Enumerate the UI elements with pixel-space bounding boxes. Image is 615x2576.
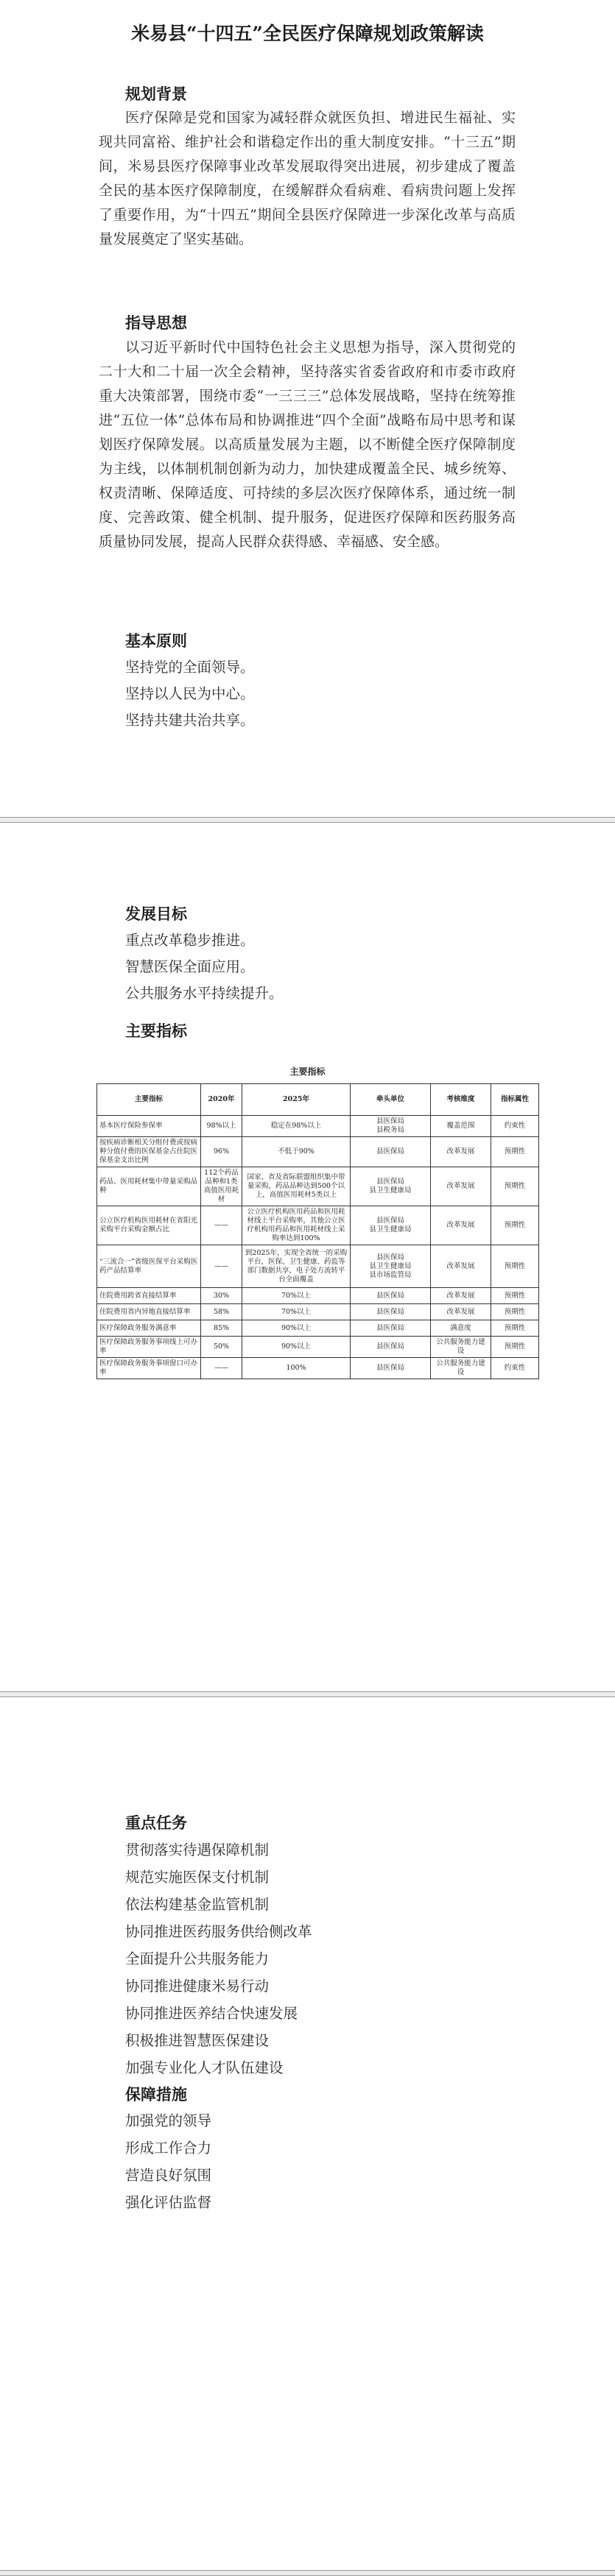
- task-item: 依法构建基金监管机制: [125, 1896, 270, 1913]
- table-cell: 预期性: [491, 1337, 539, 1358]
- table-cell: 100%: [242, 1358, 351, 1379]
- table-cell: 预期性: [491, 1304, 539, 1320]
- table-cell: 医疗保障政务服务事项线上可办率: [97, 1337, 201, 1358]
- task-item: 协同推进健康米易行动: [125, 1978, 270, 1995]
- task-item: 规范实施医保支付机制: [125, 1869, 270, 1886]
- header-attribute: 指标属性: [491, 1084, 539, 1116]
- table-cell: 预期性: [491, 1206, 539, 1245]
- table-cell: 改革发展: [431, 1288, 491, 1304]
- goal-item: 公共服务水平持续提升。: [125, 985, 284, 1002]
- header-2025: 2025年: [242, 1084, 351, 1116]
- table-row: [97, 1288, 539, 1304]
- table-cell: ——: [201, 1358, 242, 1379]
- table-cell: 县医保局: [351, 1337, 431, 1358]
- table-cell: 县医保局: [351, 1304, 431, 1320]
- table-cell: 县医保局: [351, 1137, 431, 1167]
- table-row: [97, 1167, 539, 1206]
- table-body: [97, 1116, 539, 1379]
- principle-item: 坚持党的全面领导。: [125, 659, 255, 676]
- table-cell: 改革发展: [431, 1167, 491, 1206]
- table-cell: 满意度: [431, 1320, 491, 1337]
- table-cell: 国家、省及省际联盟组织集中带量采购，药品品种达到500个以上，高值医用耗材5类以上: [242, 1167, 351, 1206]
- goal-item: 重点改革稳步推进。: [125, 932, 255, 949]
- table-cell: 公共服务能力建设: [431, 1358, 491, 1379]
- table-header-row: [97, 1084, 539, 1116]
- task-item: 贯彻落实待遇保障机制: [125, 1841, 270, 1858]
- header-2020: 2020年: [201, 1084, 242, 1116]
- task-item: 协同推进医养结合快速发展: [125, 2005, 298, 2022]
- measure-item: 强化评估监督: [125, 2194, 212, 2211]
- table-cell: 70%以上: [242, 1288, 351, 1304]
- goal-item: 智慧医保全面应用。: [125, 958, 255, 975]
- table-cell: 医疗保障政务服务满意率: [97, 1320, 201, 1337]
- table-row: [97, 1245, 539, 1288]
- table-cell: 医疗保障政务服务事项窗口可办率: [97, 1358, 201, 1379]
- table-cell: 县医保局 县卫生健康局: [351, 1167, 431, 1206]
- tasks-heading: 重点任务: [125, 1814, 187, 1832]
- table-cell: 预期性: [491, 1245, 539, 1288]
- principle-item: 坚持以人民为中心。: [125, 685, 255, 702]
- table-title: 主要指标: [289, 1066, 326, 1077]
- tasks-list: [125, 1836, 312, 2081]
- table-cell: 住院费用跨省直接结算率: [97, 1288, 201, 1304]
- table-row: [97, 1337, 539, 1358]
- page-divider: [0, 817, 615, 823]
- task-item: 加强专业化人才队伍建设: [125, 2059, 284, 2076]
- table-cell: 85%: [201, 1320, 242, 1337]
- header-indicator: 主要指标: [97, 1084, 201, 1116]
- task-item: 积极推进智慧医保建设: [125, 2032, 270, 2049]
- table-cell: 70%以上: [242, 1304, 351, 1320]
- measure-item: 营造良好氛围: [125, 2167, 212, 2184]
- table-cell: 县医保局: [351, 1320, 431, 1337]
- table-cell: 预期性: [491, 1288, 539, 1304]
- table-row: [97, 1304, 539, 1320]
- task-item: 协同推进医药服务供给侧改革: [125, 1923, 312, 1940]
- background-paragraph: 医疗保障是党和国家为减轻群众就医负担、增进民生福祉、实现共同富裕、维护社会和谐稳定作出的重大制度安排。“十三五”期间，米易县医疗保障事业改革发展取得突出进展，初步建成了覆盖全民的基本医疗保障制度，在缓解群众看病难、看病贵问题上发挥了重要作用，为“十四五”期间全县医疗保障进一步深化改革与高质量发展奠定了坚实基础。: [99, 110, 516, 247]
- table-cell: 30%: [201, 1288, 242, 1304]
- table-cell: 改革发展: [431, 1304, 491, 1320]
- table-cell: 预期性: [491, 1137, 539, 1167]
- principle-item: 坚持共建共治共享。: [125, 712, 255, 729]
- table-cell: 58%: [201, 1304, 242, 1320]
- measures-list: [125, 2107, 211, 2216]
- table-cell: 预期性: [491, 1167, 539, 1206]
- background-heading: 规划背景: [125, 85, 187, 103]
- table-row: [97, 1320, 539, 1337]
- indicators-heading: 主要指标: [125, 1022, 187, 1040]
- measures-heading: 保障措施: [125, 2085, 187, 2103]
- table-cell: 50%: [201, 1337, 242, 1358]
- table-cell: 到2025年，实现全省统一的采购平台，医保、卫生健康、药监等部门数据共享，电子处方流转平台全面覆盖: [242, 1245, 351, 1288]
- table-cell: 公立医疗机构医用药品和医用耗材线上平台采购率，其他公立医疗机构用药品和医用耗材线上采购率达到100%: [242, 1206, 351, 1245]
- page-1: [0, 0, 615, 817]
- table-cell: 基本医疗保险参保率: [97, 1116, 201, 1137]
- table-cell: 90%以上: [242, 1337, 351, 1358]
- table-cell: 公立医疗机构医用耗材在省阳光采购平台采购金额占比: [97, 1206, 201, 1245]
- table-cell: ——: [201, 1206, 242, 1245]
- principles-list: [125, 654, 255, 734]
- header-dimension: 考核维度: [431, 1084, 491, 1116]
- document-title: 米易县“十四五”全民医疗保障规划政策解读: [131, 23, 484, 44]
- measure-item: 加强党的领导: [125, 2112, 212, 2129]
- guiding-paragraph: 以习近平新时代中国特色社会主义思想为指导，深入贯彻党的二十大和二十届一次全会精神，坚持落实省委省政府和市委市政府重大决策部署，围绕市委“一三三三”总体发展战略，坚持在统筹推进“五位一体”总体布局和协调推进“四个全面”战略布局中思考和谋划医疗保障发展。以高质量发展为主题，以不断健全医疗保障制度为主线，以体制机制创新为动力，加快建成覆盖全民、城乡统筹、权责清晰、保障适度、可持续的多层次医疗保障体系，通过统一制度、完善政策、健全机制、提升服务，促进医疗保障和医药服务高质量协同发展，提高人民群众获得感、幸福感、安全感。: [99, 339, 516, 550]
- table-cell: 改革发展: [431, 1206, 491, 1245]
- measure-item: 形成工作合力: [125, 2140, 212, 2156]
- table-cell: 县医保局 县卫生健康局 县市场监管局: [351, 1245, 431, 1288]
- table-cell: 改革发展: [431, 1245, 491, 1288]
- table-cell: 约束性: [491, 1358, 539, 1379]
- goals-list: [125, 927, 284, 1007]
- table-cell: 覆盖范围: [431, 1116, 491, 1137]
- table-cell: 住院费用省内异地直接结算率: [97, 1304, 201, 1320]
- principles-heading: 基本原则: [125, 631, 187, 650]
- header-lead-unit: 牵头单位: [351, 1084, 431, 1116]
- table-cell: 90%以上: [242, 1320, 351, 1337]
- table-cell: 县医保局 县税务局: [351, 1116, 431, 1137]
- table-row: [97, 1206, 539, 1245]
- table-cell: 约束性: [491, 1116, 539, 1137]
- table-cell: 98%以上: [201, 1116, 242, 1137]
- goals-heading: 发展目标: [125, 905, 187, 923]
- page-3: [0, 1697, 615, 2570]
- table-cell: 预期性: [491, 1320, 539, 1337]
- table-row: [97, 1137, 539, 1167]
- table-cell: 县医保局: [351, 1358, 431, 1379]
- table-cell: 县医保局: [351, 1288, 431, 1304]
- page-divider: [0, 1691, 615, 1697]
- table-cell: 药品、医用耗材集中带量采购品种: [97, 1167, 201, 1206]
- table-cell: 112个药品品种和1类高值医用耗材: [201, 1167, 242, 1206]
- indicators-table: [96, 1083, 539, 1379]
- table-cell: “三流合一”省级医保平台采购医药产品结算率: [97, 1245, 201, 1288]
- page-divider: [0, 2570, 615, 2576]
- table-row: [97, 1116, 539, 1137]
- task-item: 全面提升公共服务能力: [125, 1950, 270, 1967]
- table-cell: 不低于90%: [242, 1137, 351, 1167]
- table-cell: 公共服务能力建设: [431, 1337, 491, 1358]
- table-row: [97, 1358, 539, 1379]
- table-cell: 改革发展: [431, 1137, 491, 1167]
- table-cell: 96%: [201, 1137, 242, 1167]
- table-cell: 稳定在98%以上: [242, 1116, 351, 1137]
- table-cell: 县医保局 县卫生健康局: [351, 1206, 431, 1245]
- table-cell: 按疾病诊断相关分组付费或按病种分值付费的医保基金占住院医保基金支出比例: [97, 1137, 201, 1167]
- table-cell: ——: [201, 1245, 242, 1288]
- guiding-heading: 指导思想: [125, 314, 187, 332]
